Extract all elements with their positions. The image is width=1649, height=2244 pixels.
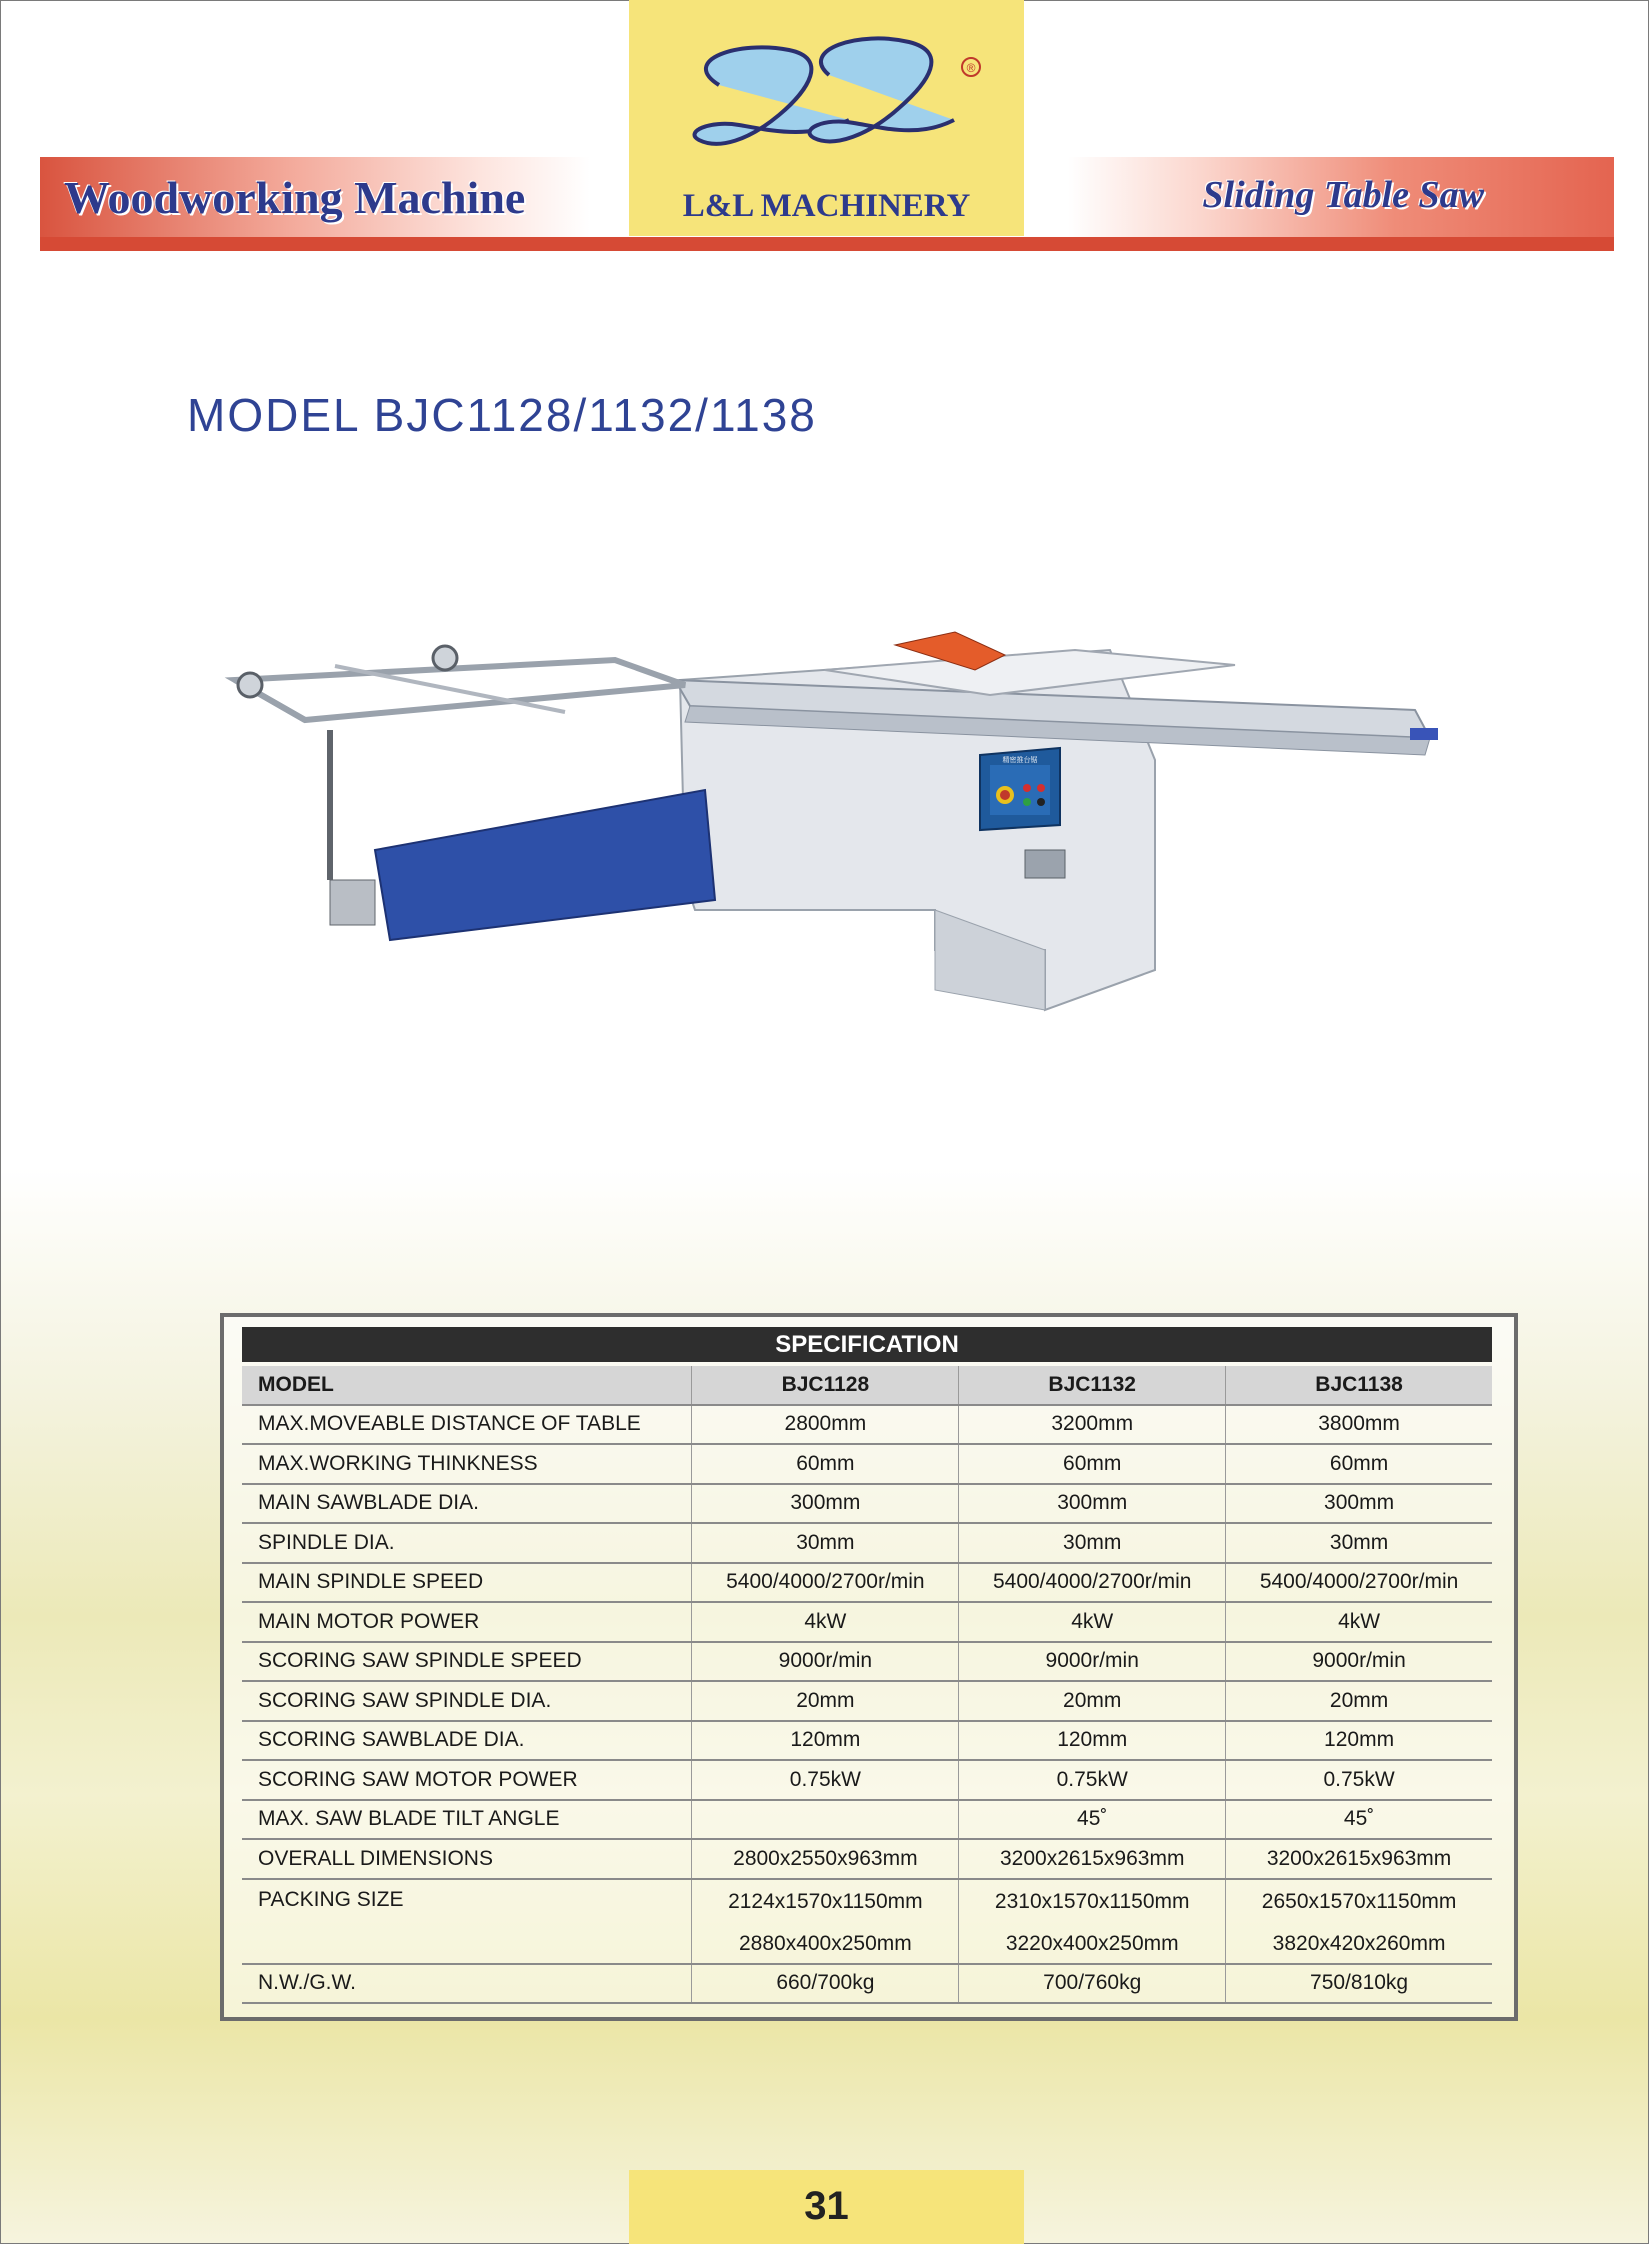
table-row xyxy=(242,1444,1492,1484)
machine-panel-label: 精密推台锯 xyxy=(1002,756,1038,764)
row-value: 120mm xyxy=(959,1721,1226,1761)
row-value: 2650x1570x1150mm xyxy=(1261,1890,1457,1914)
row-label: SCORING SAWBLADE DIA. xyxy=(242,1721,692,1761)
row-value: 30mm xyxy=(959,1523,1226,1563)
row-value: 300mm xyxy=(959,1484,1226,1524)
row-label: SCORING SAW SPINDLE SPEED xyxy=(242,1642,692,1682)
table-row xyxy=(242,1642,1492,1682)
row-label: N.W./G.W. xyxy=(242,1964,692,2004)
header-right-banner xyxy=(1068,157,1614,237)
row-value: 5400/4000/2700r/min xyxy=(692,1563,959,1603)
row-value: 4kW xyxy=(959,1602,1226,1642)
row-value: 45˚ xyxy=(959,1800,1226,1840)
table-row xyxy=(242,1484,1492,1524)
specification-table xyxy=(242,1366,1492,2004)
row-label: MAX. SAW BLADE TILT ANGLE xyxy=(242,1800,692,1840)
row-value: 45˚ xyxy=(1226,1800,1492,1840)
table-row xyxy=(242,1563,1492,1603)
registered-mark: ® xyxy=(966,61,976,75)
row-label: SPINDLE DIA. xyxy=(242,1523,692,1563)
specification-panel xyxy=(220,1313,1518,2021)
row-value xyxy=(692,1800,959,1840)
row-value: 300mm xyxy=(692,1484,959,1524)
row-value: 9000r/min xyxy=(959,1642,1226,1682)
row-value: 9000r/min xyxy=(692,1642,959,1682)
row-label: MAX.MOVEABLE DISTANCE OF TABLE xyxy=(242,1405,692,1445)
header-left-title: Woodworking Machine xyxy=(64,172,526,223)
row-value: 2800x2550x963mm xyxy=(692,1839,959,1879)
model-title: MODEL BJC1128/1132/1138 xyxy=(187,389,817,441)
sliding-table-saw-image xyxy=(215,610,1475,1050)
table-row xyxy=(242,1839,1492,1879)
row-value: 0.75kW xyxy=(959,1760,1226,1800)
table-row xyxy=(242,1964,1492,2004)
row-value: 20mm xyxy=(959,1681,1226,1721)
table-row xyxy=(242,1800,1492,1840)
row-value: 300mm xyxy=(1226,1484,1492,1524)
table-row xyxy=(242,1721,1492,1761)
column-header-model: MODEL xyxy=(242,1366,692,1405)
header-right-title: Sliding Table Saw xyxy=(1202,174,1484,216)
row-label: OVERALL DIMENSIONS xyxy=(242,1839,692,1879)
row-value: 60mm xyxy=(959,1444,1226,1484)
row-value: 3220x400x250mm xyxy=(959,1925,1226,1964)
row-value: 3200mm xyxy=(959,1405,1226,1445)
row-value: 30mm xyxy=(692,1523,959,1563)
row-value: 3200x2615x963mm xyxy=(1226,1839,1492,1879)
table-row xyxy=(242,1523,1492,1563)
row-value: 750/810kg xyxy=(1226,1964,1492,2004)
column-header-bjc1128: BJC1128 xyxy=(692,1366,959,1405)
row-value: 2124x1570x1150mm xyxy=(692,1879,959,1926)
page-number-box xyxy=(629,2170,1024,2244)
row-label: SCORING SAW MOTOR POWER xyxy=(242,1760,692,1800)
row-label: PACKING SIZE xyxy=(242,1879,692,1926)
row-value: 3200x2615x963mm xyxy=(959,1839,1226,1879)
header-bar xyxy=(40,237,1614,251)
row-value: 5400/4000/2700r/min xyxy=(1226,1563,1492,1603)
row-value: 20mm xyxy=(1226,1681,1492,1721)
row-value: 20mm xyxy=(692,1681,959,1721)
row-value: 60mm xyxy=(1226,1444,1492,1484)
row-value: 0.75kW xyxy=(692,1760,959,1800)
column-header-bjc1138: BJC1138 xyxy=(1226,1366,1492,1405)
ll-logo-icon xyxy=(659,20,994,180)
table-row xyxy=(242,1925,1492,1964)
row-value: 120mm xyxy=(692,1721,959,1761)
row-value: 60mm xyxy=(692,1444,959,1484)
row-label: MAIN MOTOR POWER xyxy=(242,1602,692,1642)
row-value: 4kW xyxy=(692,1602,959,1642)
header-left-banner xyxy=(40,157,590,237)
table-header-row xyxy=(242,1366,1492,1405)
row-label: MAIN SPINDLE SPEED xyxy=(242,1563,692,1603)
table-row xyxy=(242,1760,1492,1800)
row-value: 3800mm xyxy=(1226,1405,1492,1445)
row-value: 4kW xyxy=(1226,1602,1492,1642)
table-row xyxy=(242,1681,1492,1721)
row-value: 2310x1570x1150mm xyxy=(959,1879,1226,1926)
specification-title: SPECIFICATION xyxy=(242,1327,1492,1362)
row-value: 30mm xyxy=(1226,1523,1492,1563)
brand-name: L&L MACHINERY xyxy=(682,188,971,224)
row-value: 660/700kg xyxy=(692,1964,959,2004)
row-value: 3820x420x260mm xyxy=(1226,1925,1492,1964)
row-value: 120mm xyxy=(1226,1721,1492,1761)
row-label: MAX.WORKING THINKNESS xyxy=(242,1444,692,1484)
row-value: 2880x400x250mm xyxy=(692,1925,959,1964)
column-header-bjc1132: BJC1132 xyxy=(959,1366,1226,1405)
table-row xyxy=(242,1879,1492,1926)
row-label: MAIN SAWBLADE DIA. xyxy=(242,1484,692,1524)
row-value: 2800mm xyxy=(692,1405,959,1445)
row-label: SCORING SAW SPINDLE DIA. xyxy=(242,1681,692,1721)
table-row xyxy=(242,1405,1492,1445)
page-number: 31 xyxy=(804,2184,849,2228)
row-value: 0.75kW xyxy=(1226,1760,1492,1800)
row-value: 5400/4000/2700r/min xyxy=(959,1563,1226,1603)
row-value: 700/760kg xyxy=(959,1964,1226,2004)
brand-logo-box xyxy=(629,0,1024,236)
table-row xyxy=(242,1602,1492,1642)
row-label xyxy=(242,1925,692,1964)
row-value: 9000r/min xyxy=(1226,1642,1492,1682)
